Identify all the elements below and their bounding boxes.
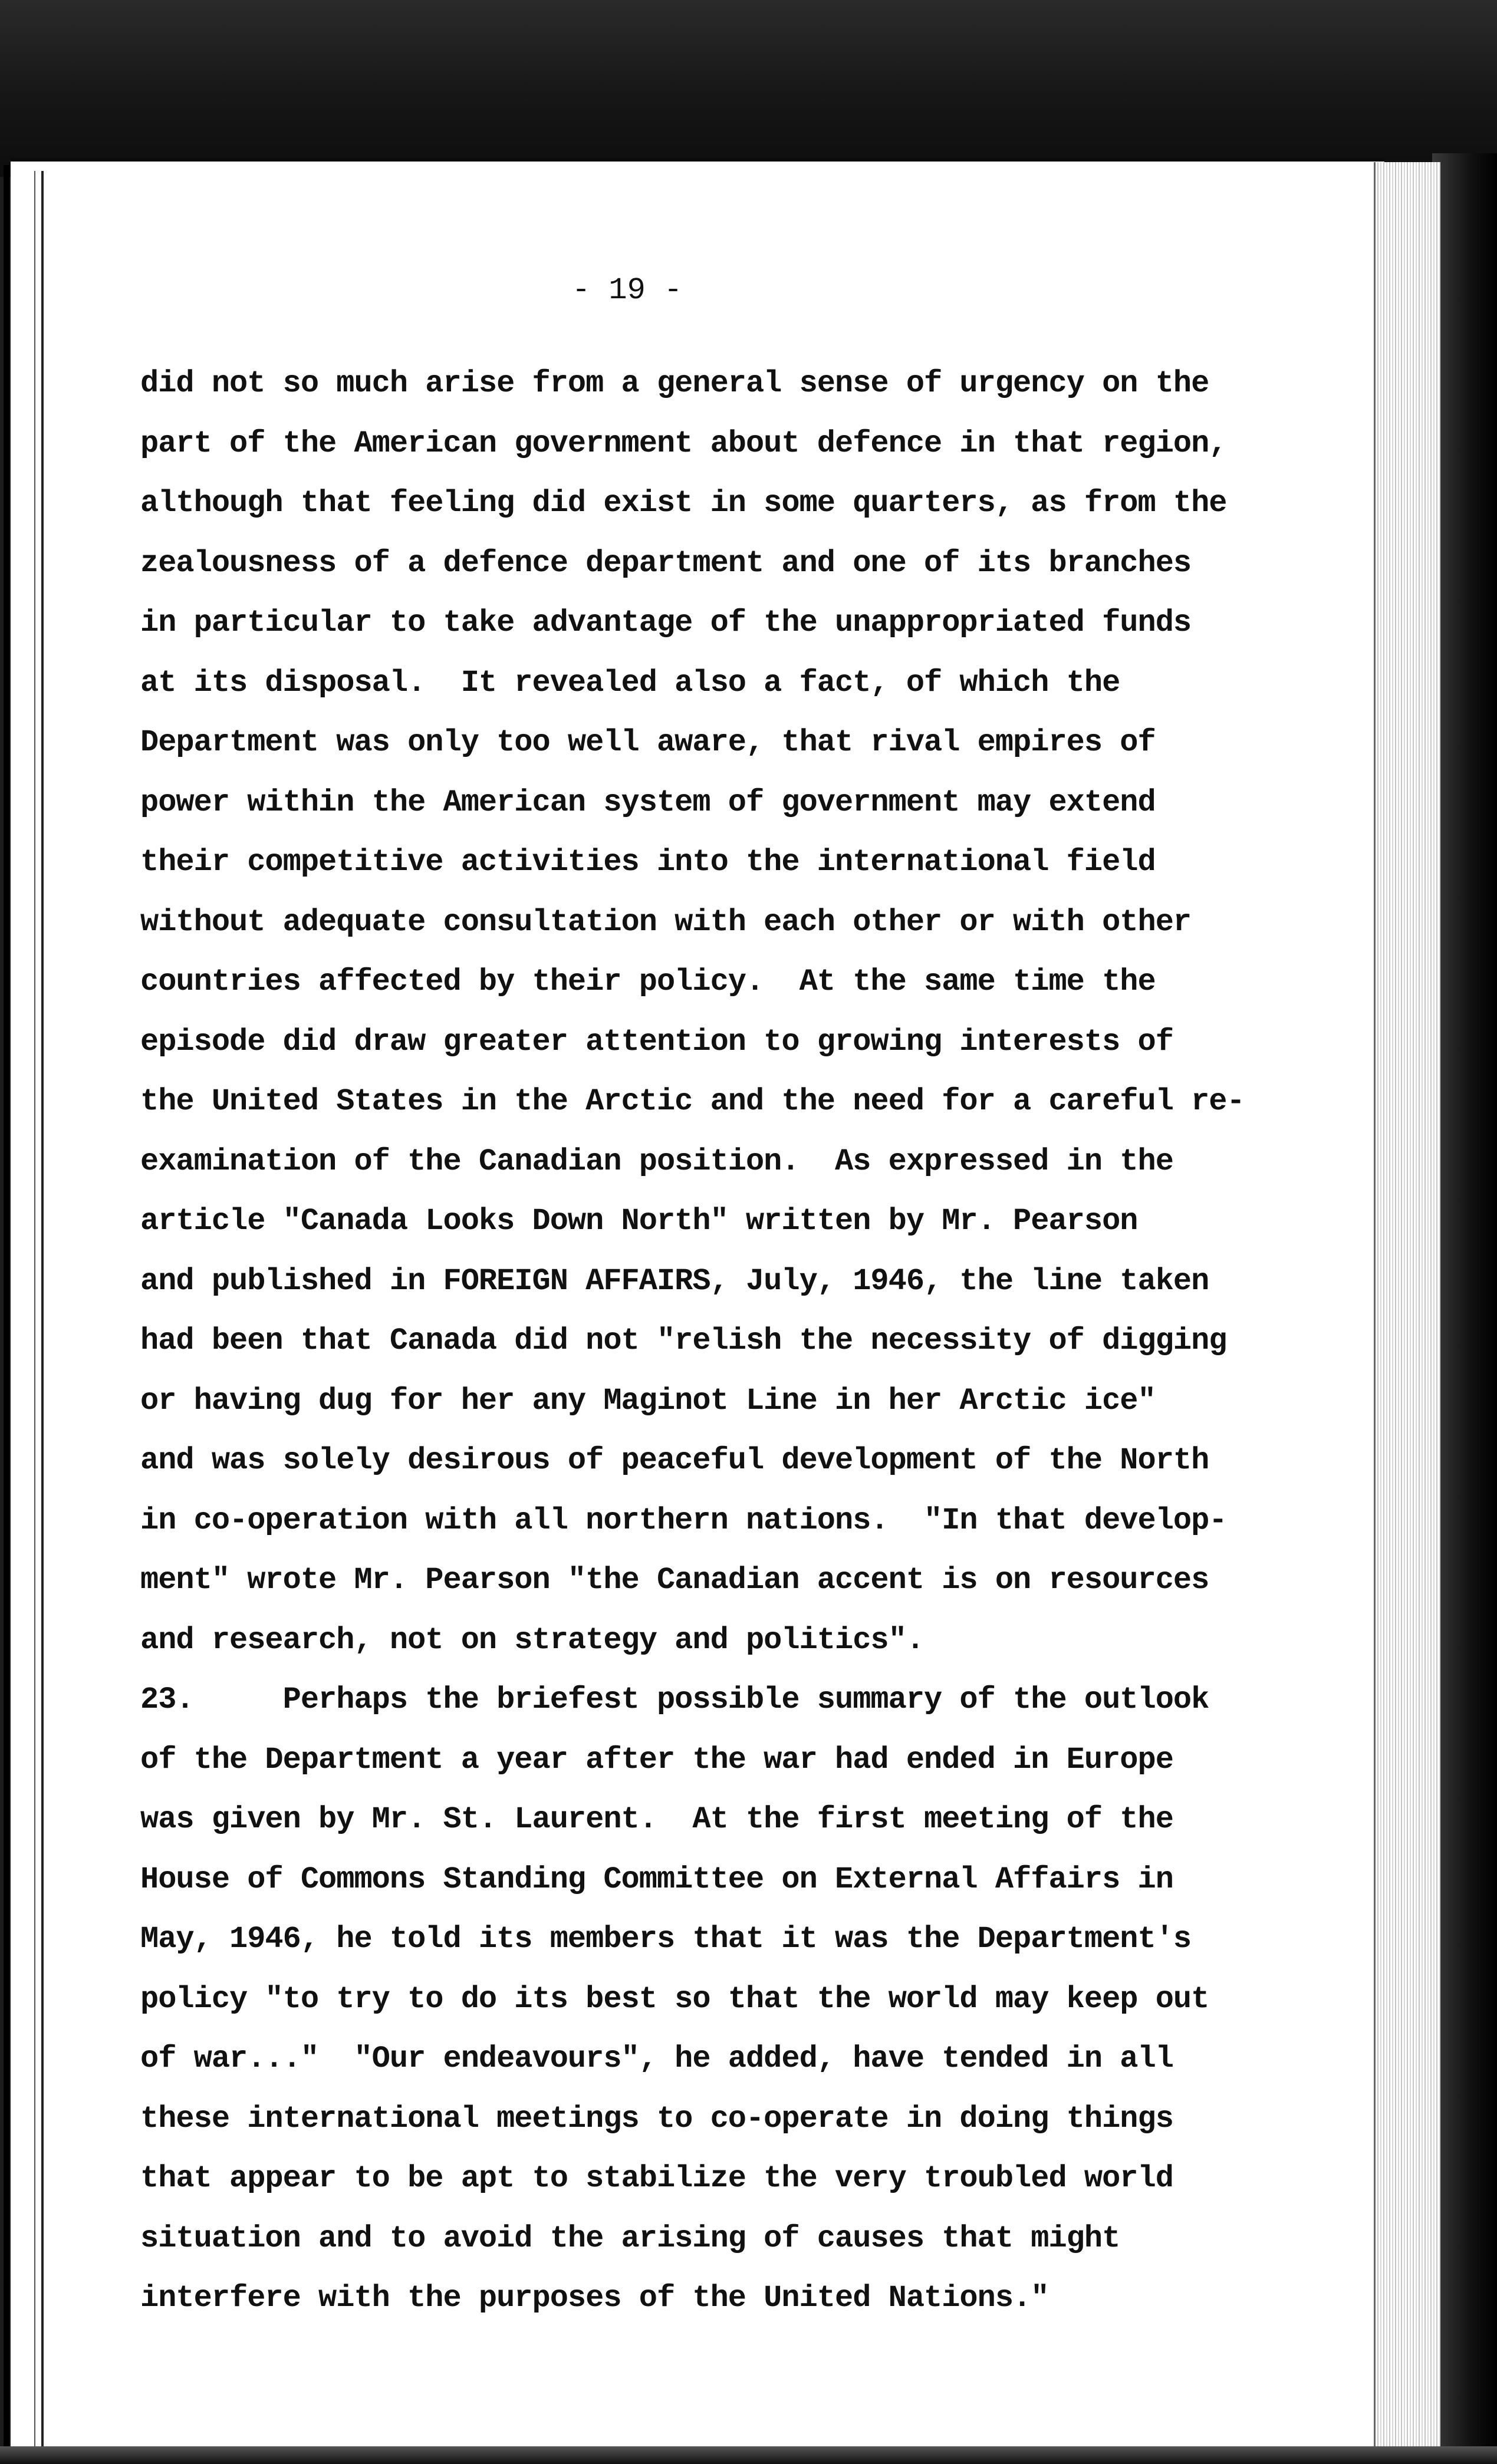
text-line: that appear to be apt to stabilize the very troubled world xyxy=(140,2161,1173,2196)
text-line: zealousness of a defence department and one of its branches xyxy=(140,545,1192,581)
text-line: although that feeling did exist in some quarters, as from the xyxy=(140,486,1227,521)
text-line: countries affected by their policy. At the same time the xyxy=(140,964,1156,999)
text-line: these international meetings to co-operate in doing things xyxy=(140,2101,1173,2136)
margin-rule xyxy=(41,171,44,2452)
body-text xyxy=(140,354,1390,2328)
text-line: May, 1946, he told its members that it was the Department's xyxy=(140,1922,1192,1956)
text-line: 23. Perhaps the briefest possible summary of the outlook xyxy=(140,1682,1209,1717)
text-line: situation and to avoid the arising of causes that might xyxy=(140,2221,1120,2256)
binding-edge xyxy=(4,165,9,2452)
text-line: part of the American government about defence in that region, xyxy=(140,426,1227,461)
text-line: in particular to take advantage of the unappropriated funds xyxy=(140,605,1192,640)
text-line: in co-operation with all northern nations. "In that develop- xyxy=(140,1503,1227,1538)
text-line: of the Department a year after the war had ended in Europe xyxy=(140,1742,1173,1777)
text-line: Department was only too well aware, that rival empires of xyxy=(140,725,1156,760)
text-line: and published in FOREIGN AFFAIRS, July, 1946, the line taken xyxy=(140,1263,1209,1299)
text-line: examination of the Canadian position. As expressed in the xyxy=(140,1144,1173,1179)
text-line: and was solely desirous of peaceful development of the North xyxy=(140,1443,1209,1478)
scanner-background xyxy=(0,0,1497,177)
binding-line xyxy=(34,171,35,2452)
text-line: or having dug for her any Maginot Line in her Arctic ice" xyxy=(140,1383,1156,1418)
text-line: article "Canada Looks Down North" written by Mr. Pearson xyxy=(140,1204,1138,1238)
text-line: did not so much arise from a general sense of urgency on the xyxy=(140,366,1209,401)
text-line: at its disposal. It revealed also a fact, of which the xyxy=(140,665,1120,700)
text-line: House of Commons Standing Committee on External Affairs in xyxy=(140,1862,1173,1897)
text-line: policy "to try to do its best so that the world may keep out xyxy=(140,1981,1209,2017)
text-line: their competitive activities into the international field xyxy=(140,845,1156,879)
text-line: was given by Mr. St. Laurent. At the first meeting of the xyxy=(140,1802,1173,1837)
text-line: without adequate consultation with each other or with other xyxy=(140,904,1192,940)
text-line: ment" wrote Mr. Pearson "the Canadian accent is on resources xyxy=(140,1563,1209,1597)
text-line: power within the American system of government may extend xyxy=(140,785,1156,820)
text-line: had been that Canada did not "relish the necessity of digging xyxy=(140,1323,1227,1358)
text-line: and research, not on strategy and politics". xyxy=(140,1622,924,1658)
text-line: episode did draw greater attention to growing interests of xyxy=(140,1024,1173,1059)
scanner-bottom-edge xyxy=(0,2446,1497,2464)
text-line: of war..." "Our endeavours", he added, have tended in all xyxy=(140,2041,1173,2076)
page-number: - 19 - xyxy=(572,273,683,308)
text-line: interfere with the purposes of the United Nations." xyxy=(140,2281,1049,2315)
scanner-edge-shadow xyxy=(1432,153,1497,2464)
text-line: the United States in the Arctic and the need for a careful re- xyxy=(140,1084,1245,1119)
